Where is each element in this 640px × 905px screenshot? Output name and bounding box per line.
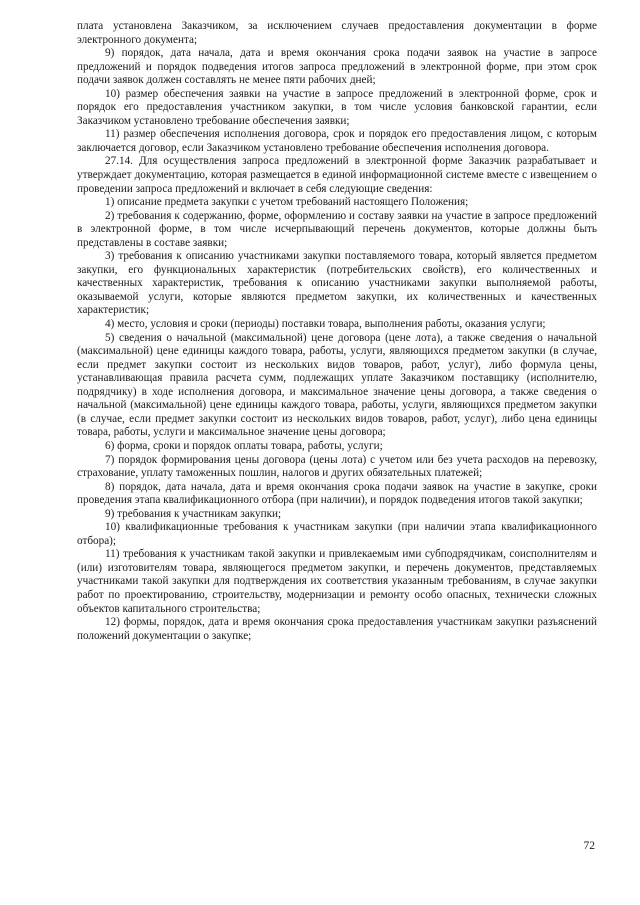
paragraph-5: 1) описание предмета закупки с учетом требований настоящего Положения;	[105, 196, 469, 209]
page-number: 72	[583, 840, 595, 852]
paragraph-10: 6) форма, сроки и порядок оплаты товара, работы, услуги;	[105, 439, 383, 452]
paragraph-6: 2) требования к содержанию, форме, оформлению и составу заявки на участие в запросе предложений в электронной форме, в том числе исчерпывающий перечень документов, которые должны быть представлены в составе заявки;	[77, 209, 597, 249]
paragraph-15: 11) требования к участникам такой закупки и привлекаемым ими субподрядчикам, соисполнителям и (или) изготовителям товара, являющегося предметом закупки, и перечень документов, представляемых участниками такой закупки для подтверждения их соответствия указанным требованиям, в случае закупки работ по проектированию, строительству, модернизации и ремонту особо опасных, технически сложных объектов капитального строительства;	[77, 548, 597, 615]
paragraph-2: 10) размер обеспечения заявки на участие в запросе предложений в электронной форме, срок и порядок его предоставления участником закупки, в том числе условия банковской гарантии, если Заказчиком установлено требование обеспечения заявки;	[77, 87, 597, 127]
paragraph-0: плата установлена Заказчиком, за исключением случаев предоставления документации в форме электронного документа;	[77, 20, 597, 46]
paragraph-11: 7) порядок формирования цены договора (цены лота) с учетом или без учета расходов на перевозку, страхование, уплату таможенных пошлин, налогов и других обязательных платежей;	[77, 453, 597, 480]
paragraph-12: 8) порядок, дата начала, дата и время окончания срока подачи заявок на участие в закупке, сроки проведения этапа квалификационного отбора (при наличии), и порядок подведения итогов такой закупки;	[77, 480, 597, 507]
paragraph-14: 10) квалификационные требования к участникам закупки (при наличии этапа квалификационного отбора);	[77, 521, 597, 547]
paragraph-13: 9) требования к участникам закупки;	[105, 507, 282, 520]
document-page	[77, 20, 597, 643]
paragraph-9: 5) сведения о начальной (максимальной) цене договора (цене лота), а также сведения о начальной (максимальной) цене единицы каждого товара, работы, услуги, являющихся предметом закупки (в случае, если предмет закупки состоит из нескольких видов товаров, работ, услуг), либо формула цены, устанавливающая правила расчета сумм, подлежащих уплате Заказчиком поставщику (исполнителю, подрядчику) в ходе исполнения договора, и максимальное значение цены договора, а также сведения о начальной (максимальной) цене единицы каждого товара, работы, услуги, являющихся предметом закупки (в случае, если предмет закупки состоит из нескольких видов товаров, работ, услуг), либо цена единицы товара, работы, услуги и максимальное значение цены договора;	[77, 331, 597, 439]
paragraph-1: 9) порядок, дата начала, дата и время окончания срока подачи заявок на участие в запросе предложений и порядок подведения итогов запроса предложений в электронной форме, при этом срок подачи заявок должен составлять не менее пяти рабочих дней;	[77, 47, 597, 87]
paragraph-7: 3) требования к описанию участниками закупки поставляемого товара, который является предметом закупки, его функциональных характеристик (потребительских свойств), его количественных и качественных характеристик, требования к описанию участниками закупки выполняемой работы, оказываемой услуги, которые являются предметом закупки, их количественных и качественных характеристик;	[77, 250, 597, 317]
paragraph-16: 12) формы, порядок, дата и время окончания срока предоставления участникам закупки разъяснений положений документации о закупке;	[77, 616, 597, 642]
paragraph-4: 27.14. Для осуществления запроса предложений в электронной форме Заказчик разрабатывает и утверждает документацию, которая размещается в единой информационной системе вместе с извещением о проведении запроса предложений и включает в себя следующие сведения:	[77, 155, 597, 195]
paragraph-8: 4) место, условия и сроки (периоды) поставки товара, выполнения работы, оказания услуги;	[105, 318, 546, 331]
paragraph-3: 11) размер обеспечения исполнения договора, срок и порядок его предоставления лицом, с которым заключается договор, если Заказчиком установлено требование обеспечения исполнения договора.	[77, 128, 597, 154]
